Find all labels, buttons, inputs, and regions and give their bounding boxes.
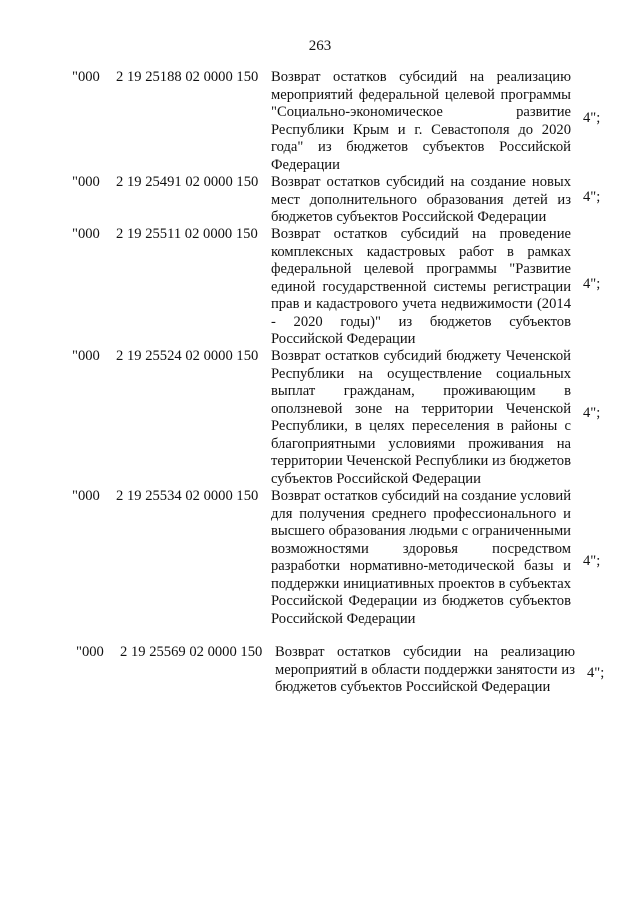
- code-number: 2 19 25491 02 0000 150: [116, 174, 259, 190]
- row-ending: 4";: [583, 276, 601, 292]
- budget-code: [72, 348, 268, 366]
- code-prefix: "000: [72, 174, 100, 190]
- budget-code: [72, 174, 268, 192]
- row-ending: 4";: [583, 405, 601, 421]
- budget-code: [76, 644, 272, 662]
- code-number: 2 19 25524 02 0000 150: [116, 348, 259, 364]
- code-prefix: "000: [72, 488, 100, 504]
- code-prefix: "000: [72, 69, 100, 85]
- budget-code: [72, 226, 268, 244]
- budget-code: [72, 69, 268, 87]
- row-ending: 4";: [587, 665, 605, 681]
- code-prefix: "000: [72, 348, 100, 364]
- row-ending: 4";: [583, 553, 601, 569]
- row-ending: 4";: [583, 189, 601, 205]
- code-number: 2 19 25511 02 0000 150: [116, 226, 258, 242]
- row-ending: 4";: [583, 110, 601, 126]
- code-number: 2 19 25569 02 0000 150: [120, 644, 263, 660]
- page-number: 263: [308, 38, 332, 54]
- row-description: Возврат остатков субсидий на создание условий для получения среднего профессионального и высшего образования людьми с ограниченными возможностями здоровья посредством разработки нормативно-методической базы и поддержки инициативных проектов в субъектах Российской Федерации из бюджетов субъектов Российской Федерации: [271, 488, 571, 627]
- code-prefix: "000: [76, 644, 104, 660]
- code-number: 2 19 25534 02 0000 150: [116, 488, 259, 504]
- row-description: Возврат остатков субсидий на проведение комплексных кадастровых работ в рамках федеральной целевой программы "Развитие единой государственной системы регистрации прав и кадастрового учета недвижимости (2014 - 2020 годы)" из бюджетов субъектов Российской Федерации: [271, 226, 571, 347]
- budget-code: [72, 488, 268, 506]
- row-description: Возврат остатков субсидии на реализацию мероприятий в области поддержки занятости из бюджетов субъектов Российской Федерации: [275, 644, 575, 695]
- row-description: Возврат остатков субсидий бюджету Чеченской Республики на осуществление социальных выплат гражданам, проживающим в оползневой зоне на территории Чеченской Республики, в целях переселения в районы с благоприятными условиями проживания на территории Чеченской Республики из бюджетов субъектов Российской Федерации: [271, 348, 571, 487]
- code-prefix: "000: [72, 226, 100, 242]
- row-description: Возврат остатков субсидий на реализацию мероприятий федеральной целевой программы "Социально-экономическое развитие Республики Крым и г. Севастополя до 2020 года" из бюджетов субъектов Российской Федерации: [271, 69, 571, 173]
- code-number: 2 19 25188 02 0000 150: [116, 69, 259, 85]
- row-description: Возврат остатков субсидий на создание новых мест дополнительного образования детей из бюджетов субъектов Российской Федерации: [271, 174, 571, 225]
